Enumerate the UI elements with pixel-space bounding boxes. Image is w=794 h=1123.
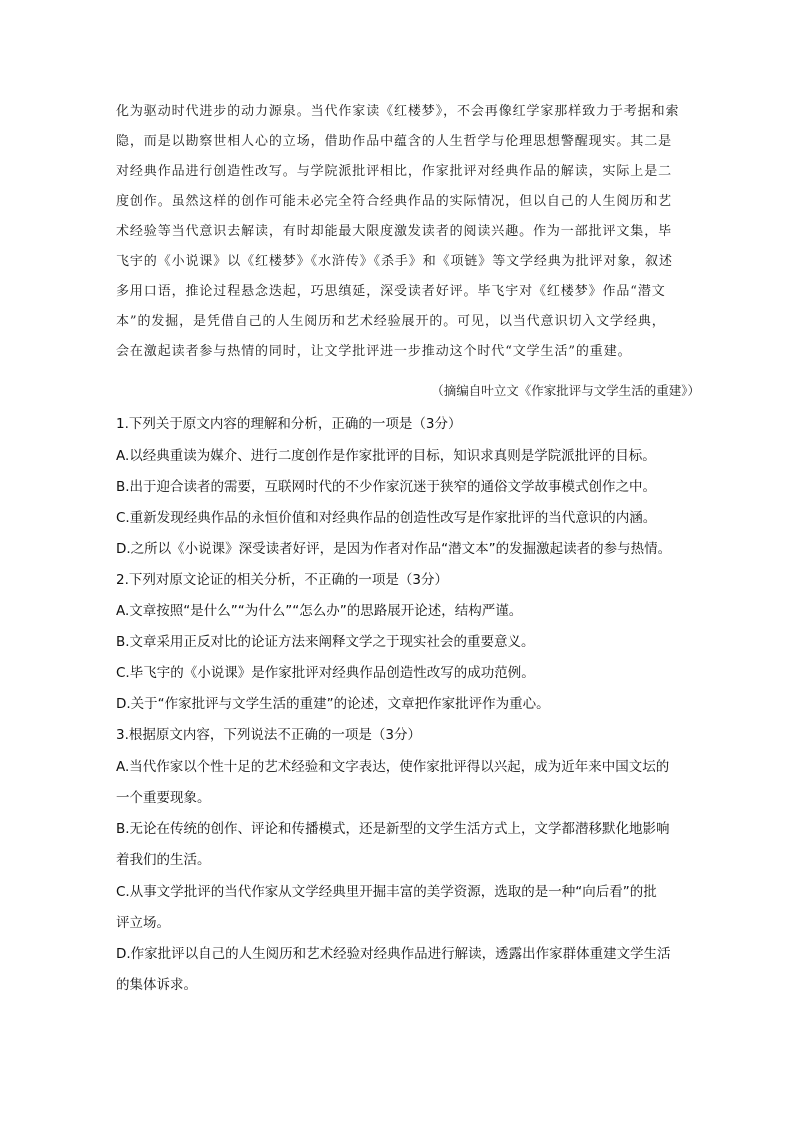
passage-source: （摘编自叶立文《作家批评与文学生活的重建》）	[431, 383, 700, 398]
passage-line: 多用口语，推论过程悬念迭起，巧思缜延，深受读者好评。毕飞宇对《红楼梦》作品“潜文	[116, 284, 666, 299]
passage-line: 度创作。虽然这样的创作可能未必完全符合经典作品的实际情况，但以自己的人生阅历和艺	[116, 194, 673, 209]
option-d: D.之所以《小说课》深受读者好评，是因为作者对作品“潜文本”的发掘激起读者的参与热情。	[116, 541, 672, 557]
passage-line: 化为驱动时代进步的动力源泉。当代作家读《红楼梦》，不会再像红学家那样致力于考据和索	[116, 104, 680, 119]
question-stem: 1.下列关于原文内容的理解和分析，正确的一项是（3分）	[116, 416, 462, 432]
option-a: A.文章按照“是什么”“为什么”“怎么办”的思路展开论述，结构严谨。	[116, 603, 523, 619]
option-c-continued: 评立场。	[116, 915, 170, 931]
passage-line: 飞宇的《小说课》以《红楼梦》《水浒传》《杀手》和《项链》等文学经典为批评对象，叙述	[116, 254, 673, 269]
option-c: C.毕飞宇的《小说课》是作家批评对经典作品创造性改写的成功范例。	[116, 665, 535, 681]
passage-line: 隐，而是以勘察世相人心的立场，借助作品中蕴含的人生哲学与伦理思想警醒现实。其二是	[116, 134, 673, 149]
option-d: D.关于“作家批评与文学生活的重建”的论述，文章把作家批评作为重心。	[116, 696, 550, 712]
passage-line: 术经验等当代意识去解读，有时却能最大限度激发读者的阅读兴趣。作为一部批评文集，毕	[116, 224, 673, 239]
option-b: B.文章采用正反对比的论证方法来阐释文学之于现实社会的重要意义。	[116, 634, 535, 650]
option-a-continued: 一个重要现象。	[116, 790, 211, 806]
passage-line: 对经典作品进行创造性改写。与学院派批评相比，作家批评对经典作品的解读，实际上是二	[116, 164, 673, 179]
option-c: C.从事文学批评的当代作家从文学经典里开掘丰富的美学资源，选取的是一种“向后看”的批	[116, 884, 657, 900]
option-b: B.无论在传统的创作、评论和传播模式，还是新型的文学生活方式上，文学都潜移默化地影响	[116, 821, 670, 837]
option-b: B.出于迎合读者的需要，互联网时代的不少作家沉迷于狭窄的通俗文学故事模式创作之中。	[116, 479, 657, 495]
option-d-continued: 的集体诉求。	[116, 977, 197, 993]
question-stem: 2.下列对原文论证的相关分析，不正确的一项是（3分）	[116, 572, 448, 588]
option-a: A.以经典重读为媒介、进行二度创作是作家批评的目标，知识求真则是学院派批评的目标。	[116, 448, 656, 464]
passage-line: 本”的发掘，是凭借自己的人生阅历和艺术经验展开的。可见，以当代意识切入文学经典，	[116, 314, 666, 329]
option-c: C.重新发现经典作品的永恒价值和对经典作品的创造性改写是作家批评的当代意识的内涵。	[116, 510, 657, 526]
passage-line: 会在激起读者参与热情的同时，让文学批评进一步推动这个时代“文学生活”的重建。	[116, 344, 632, 359]
option-d: D.作家批评以自己的人生阅历和艺术经验对经典作品进行解读，透露出作家群体重建文学生活	[116, 946, 671, 962]
question-stem: 3.根据原文内容，下列说法不正确的一项是（3分）	[116, 727, 421, 743]
option-a: A.当代作家以个性十足的艺术经验和文字表达，使作家批评得以兴起，成为近年来中国文坛的	[116, 759, 670, 775]
option-b-continued: 着我们的生活。	[116, 852, 211, 868]
